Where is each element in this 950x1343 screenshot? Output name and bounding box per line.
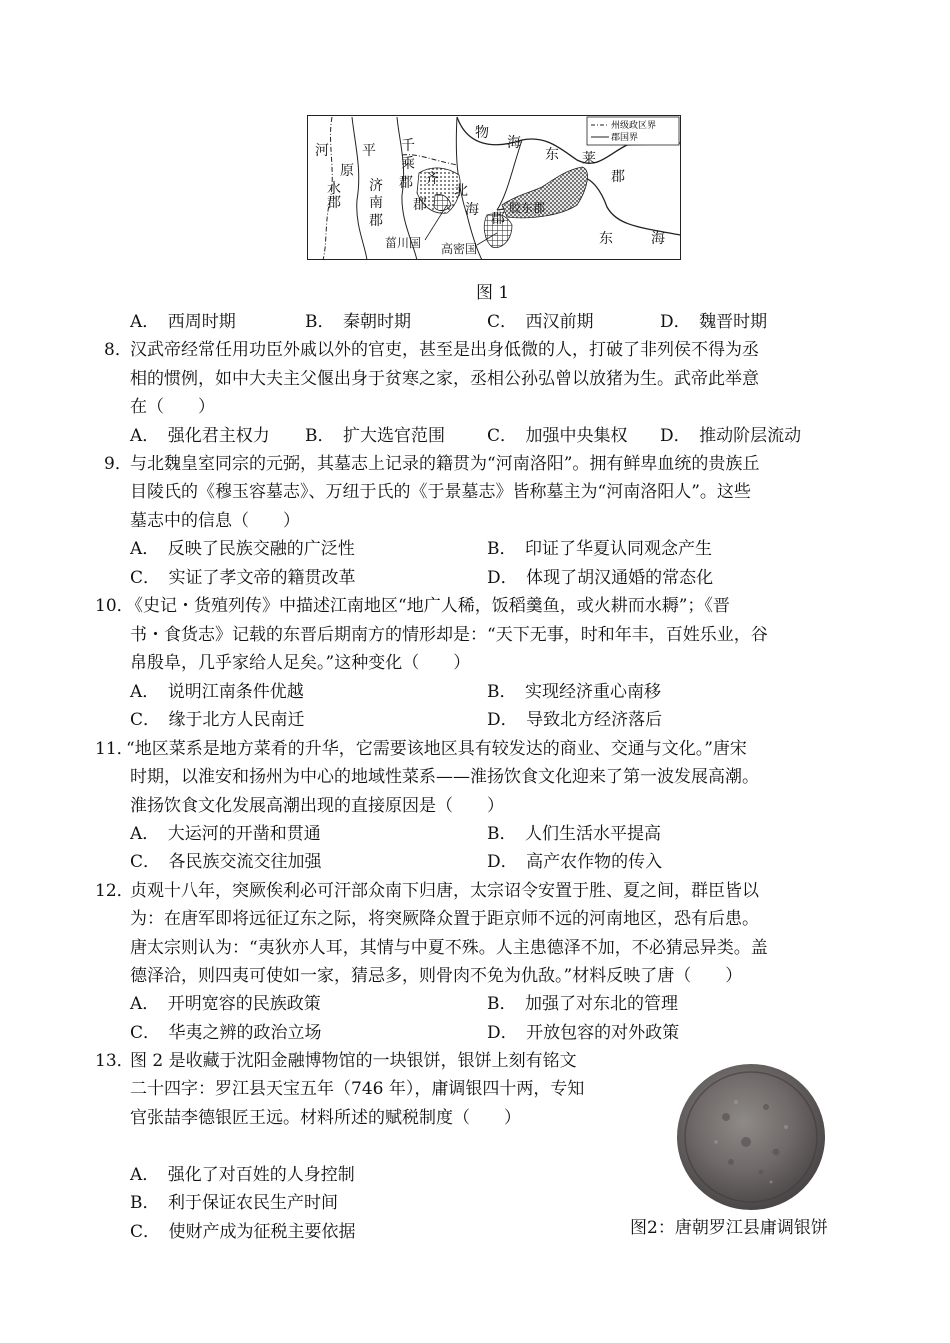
q10-option-a[interactable]: A． 说明江南条件优越 <box>130 682 304 702</box>
q11-number: 11． <box>95 739 134 759</box>
q10-option-b[interactable]: B． 实现经济重心南移 <box>487 682 661 702</box>
q9-option-a[interactable]: A． 反映了民族交融的广泛性 <box>130 539 355 559</box>
q9-option-c[interactable]: C． 实证了孝文帝的籍贯改革 <box>130 568 356 588</box>
q10-option-c[interactable]: C． 缘于北方人民南迁 <box>130 710 305 730</box>
q10-number: 10． <box>95 596 134 616</box>
q12-number: 12． <box>95 881 134 901</box>
q13-option-b[interactable]: B． 利于保证农民生产时间 <box>130 1193 338 1213</box>
map-label: 郡 <box>399 175 413 191</box>
q13-text-line: 图 2 是收藏于沈阳金融博物馆的一块银饼，银饼上刻有铭文 <box>130 1051 577 1071</box>
q7-option-c[interactable]: C． 西汉前期 <box>487 312 594 332</box>
map-label: 菑川国 <box>385 236 422 250</box>
q9-option-b[interactable]: B． 印证了华夏认同观念产生 <box>487 539 712 559</box>
q11-option-b[interactable]: B． 人们生活水平提高 <box>487 824 661 844</box>
q9-text-line: 与北魏皇室同宗的元弼，其墓志上记录的籍贯为“河南洛阳”。拥有鲜卑血统的贵族丘 <box>130 454 760 474</box>
map-label: 高密国 <box>441 242 478 256</box>
map-label: 齐 <box>425 171 439 187</box>
q12-option-d[interactable]: D． 开放包容的对外政策 <box>487 1023 680 1043</box>
q12-text-line: 为：在唐军即将远征辽东之际，将突厥降众置于距京师不远的河南地区，恐有后患。 <box>130 909 759 929</box>
q8-text-line: 汉武帝经常任用功臣外戚以外的官吏，甚至是出身低微的人，打破了非列侯不得为丞 <box>130 340 759 360</box>
q11-text-line: 时期，以淮安和扬州为中心的地域性菜系——淮扬饮食文化迎来了第一波发展高潮。 <box>130 767 759 787</box>
map-label: 水 <box>327 181 341 197</box>
q12-option-a[interactable]: A． 开明宽容的民族政策 <box>130 994 321 1014</box>
q11-option-d[interactable]: D． 高产农作物的传入 <box>487 852 663 872</box>
q12-text-line: 贞观十八年，突厥俟利必可汗部众南下归唐，太宗诏令安置于胜、夏之间，群臣皆以 <box>130 881 759 901</box>
q13-text-line: 二十四字：罗江县天宝五年（746 年），庸调银四十两，专知 <box>130 1079 585 1099</box>
q11-text-line: “地区菜系是地方菜肴的升华，它需要该地区具有较发达的商业、交通与文化。”唐宋 <box>126 739 747 759</box>
q13-text-line: 官张喆李德银匠王远。材料所述的赋税制度（ ） <box>130 1108 521 1128</box>
q13-option-c[interactable]: C． 使财产成为征税主要依据 <box>130 1222 356 1242</box>
map-label: 平 <box>362 143 376 159</box>
map-label: 乘 <box>401 156 415 172</box>
legend-commandery-boundary: 郡国界 <box>611 133 639 143</box>
q12-text-line: 唐太宗则认为：“夷狄亦人耳，其情与中夏不殊。人主患德泽不加，不必猜忌异类。盖 <box>130 938 768 958</box>
q8-text-line: 相的惯例，如中大夫主父偃出身于贫寒之家，丞相公孙弘曾以放猪为生。武帝此举意 <box>130 369 759 389</box>
q7-option-b[interactable]: B． 秦朝时期 <box>305 312 411 332</box>
q12-text-line: 德泽洽，则四夷可使如一家，猜忌多，则骨肉不免为仇敌。”材料反映了唐（ ） <box>130 966 743 986</box>
q12-option-b[interactable]: B． 加强了对东北的管理 <box>487 994 678 1014</box>
q12-option-c[interactable]: C． 华夷之辨的政治立场 <box>130 1023 322 1043</box>
q9-text-line: 墓志中的信息（ ） <box>130 511 300 531</box>
map-label: 东 <box>599 231 613 247</box>
q9-text-line: 目陵氏的《穆玉容墓志》、万纽于氏的《于景墓志》皆称墓主为“河南洛阳人”。这些 <box>130 482 751 502</box>
q8-option-c[interactable]: C． 加强中央集权 <box>487 426 628 446</box>
map-label: 原 <box>340 163 354 179</box>
q9-number: 9． <box>104 454 132 474</box>
q10-option-d[interactable]: D． 导致北方经济落后 <box>487 710 663 730</box>
map-label: 物 <box>475 125 489 141</box>
figure1-map <box>307 115 681 260</box>
q8-option-d[interactable]: D． 推动阶层流动 <box>660 426 802 446</box>
map-label: 南 <box>369 195 383 211</box>
map-label: 郡 <box>369 213 383 229</box>
q8-number: 8． <box>104 340 132 360</box>
map-label: 千 <box>401 138 415 154</box>
legend-state-boundary: 州级政区界 <box>611 121 657 131</box>
q11-text-line: 淮扬饮食文化发展高潮出现的直接原因是（ ） <box>130 796 504 816</box>
map-label: 郡 <box>413 197 427 213</box>
map-label: 海 <box>651 231 665 247</box>
q10-text-line: 书・食货志》记载的东晋后期南方的情形却是：“天下无事，时和年丰，百姓乐业，谷 <box>130 625 768 645</box>
map-label: 郡 <box>611 169 625 185</box>
map-label: 郡 <box>491 211 505 227</box>
map-label: 北 <box>454 183 468 199</box>
figure1-caption: 图 1 <box>476 283 510 303</box>
map-label: 东 <box>545 147 559 163</box>
q13-option-a[interactable]: A． 强化了对百姓的人身控制 <box>130 1165 355 1185</box>
map-label: 海 <box>507 135 521 151</box>
map-label: 济 <box>369 178 383 194</box>
map-label: 胶东郡 <box>509 201 546 215</box>
q11-option-a[interactable]: A． 大运河的开凿和贯通 <box>130 824 321 844</box>
map-label: 郡 <box>327 195 341 211</box>
figure2-silver-cake-image <box>676 1062 826 1212</box>
q10-text-line: 帛殷阜，几乎家给人足矣。”这种变化（ ） <box>130 653 471 673</box>
q11-option-c[interactable]: C． 各民族交流交往加强 <box>130 852 322 872</box>
map-label: 海 <box>465 202 479 218</box>
q7-option-a[interactable]: A． 西周时期 <box>130 312 236 332</box>
q8-option-b[interactable]: B． 扩大选官范围 <box>305 426 445 446</box>
q7-option-d[interactable]: D． 魏晋时期 <box>660 312 768 332</box>
q9-option-d[interactable]: D． 体现了胡汉通婚的常态化 <box>487 568 714 588</box>
q10-text-line: 《史记・货殖列传》中描述江南地区“地广人稀，饭稻羹鱼，或火耕而水耨”；《晋 <box>126 596 730 616</box>
q13-number: 13． <box>95 1051 134 1071</box>
map-label: 莱 <box>582 151 596 167</box>
q8-text-line: 在（ ） <box>130 397 215 417</box>
map-label: 河 <box>315 143 329 159</box>
q8-option-a[interactable]: A． 强化君主权力 <box>130 426 270 446</box>
figure2-caption: 图2：唐朝罗江县庸调银饼 <box>630 1218 828 1238</box>
